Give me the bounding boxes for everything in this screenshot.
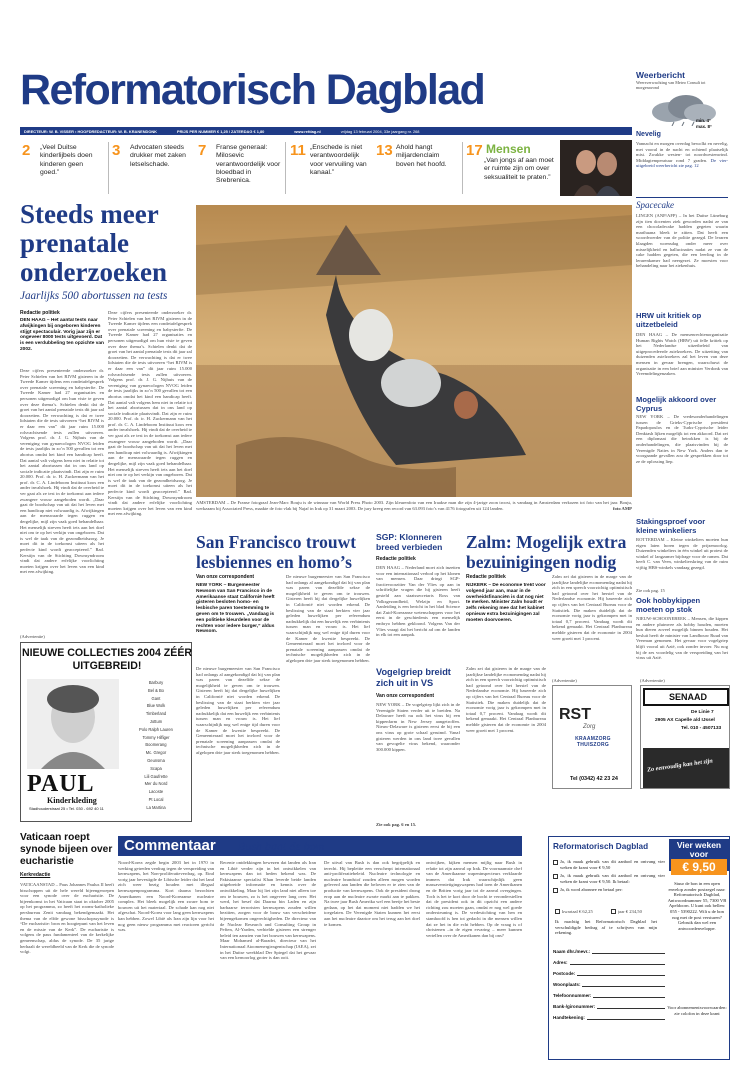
brief-more-link[interactable]: Zie ook pag. 15 — [636, 588, 665, 593]
teaser-text: Ahold hangt miljardenclaim boven het hoofd. — [396, 144, 447, 168]
brand-name: Lacoste — [148, 789, 164, 795]
paul-address: Stadhouderstraat 25 • Tel. 030 - 692 40 11 — [29, 806, 104, 811]
field-label: Woonplaats: — [553, 982, 581, 987]
city-field[interactable] — [582, 981, 665, 987]
divider — [462, 142, 463, 194]
rst-slogan: KRAAMZORG THUISZORG — [575, 736, 611, 748]
teaser-text: „Veel Duitse kinderlijbels doen kinderen geen goed.” — [40, 144, 93, 176]
brand-name: Mer du Nord — [144, 781, 168, 787]
senaad-city: 2905 AX Capelle a/d IJssel — [655, 718, 715, 723]
brief-heading: Mogelijk akkoord over Cyprus — [636, 395, 717, 413]
weather-heading: Nevelig — [636, 131, 661, 138]
temp-min: min. 4° — [696, 118, 711, 123]
teaser-item[interactable] — [464, 140, 632, 198]
paul-tagline: Kinderkleding — [47, 796, 97, 805]
article-headline: SGP: Klonneren breed verbieden — [376, 532, 443, 552]
commentaar-subtitle: Bush bant de bom — [238, 839, 325, 853]
brief-body: NEW YORK – De vredesonderhandelingen tussen de Grieks-Cyprische president Papadopoulos en de Turks-Cyprische leider Denktash lijken mogelijk tot een akkoord. Dat zei een diplomaat die betrokken is bij de onderhandelingen, die plaatsvinden bij de Verenigde Naties in New York. Anders dan te voorgaande gevallen zou de gesprekken door tot ze de oplossing liep. — [636, 414, 728, 464]
rst-logo: RST — [559, 706, 591, 723]
brand-name: Blue Wolk — [146, 703, 166, 709]
article-body-continued: Zalm zei dat gisteren in de marge van de jaarlijkse landelijke economendag nadat hij zich in een speech voorzichtig optimistisch had getoond over het herstel van de Nederlandse economie. Hij baseerde zich op cijfers van het Centraal Bureau voor de Statistiek. Die maken duidelijk dat de economie vorig jaar is gekrompen met in totaal 0,7 procent. Vandaag wordt dit bekend gemaakt. Het Centraal Planbureau meldde gisteren dat de economie in 2004 weer groeit met 1 procent. — [552, 574, 632, 641]
article-body-continued: De nieuwe burgemeester van San Francisco had onlangs al aangekondigd dat hij van plan was paren van dezelfde sekse de mogelijkheid te geven om te trouwen. Gisteren heeft hij dat dergelijke huwelijken in Californië niet worden erkend. De beslissing van de staat berkten vier jaar geleden huwelijken per referendum nadrukkelijk dat een huwelijk een verbintenis tussen man en vrouw is. Het lief waarschijnlijk nog wel enige tijd duren voor de Kamer de kwestie bespreekt. De Gemeenteraad moet het invloed voor de prenatale screening aanpassen omdat de technische mogelijkheden zich in de afgelopen drie jaar sterk toegenomen hebben. — [286, 574, 370, 663]
name-field[interactable] — [592, 948, 665, 954]
brand-name: Gant — [151, 695, 161, 701]
director-line: DIRECTEUR: W. B. VISSER • HOOFDREDACTEUR: W. B. KRANENDONK — [24, 128, 157, 134]
teaser-text: „Enschede is niet verantwoordelijk voor vervuiling van kanaal.” — [310, 144, 367, 176]
teaser-item[interactable] — [196, 140, 284, 198]
senaad-phone: Tel. 010 - 4507133 — [681, 726, 722, 731]
section-label: Redactie politiek — [376, 556, 416, 562]
brief-heading: Ook hobbykippen moeten op stok — [636, 596, 701, 614]
period-options — [555, 909, 642, 915]
masthead-title: Reformatorisch Dagblad — [20, 66, 485, 114]
article-lead: NEW YORK – Burgemeester Newsom van San Francisco in de Amerikaanse staat Californië heeft gisteren besloten homo- en lesbische paren toestemming te geven om te trouwen. „Vandaag is een politieke kleurdelen voor de rechten voor iedere burger,” aldus Newsom. — [196, 583, 275, 635]
article-headline: Vogelgriep breidt zich uit in VS — [376, 667, 451, 688]
brand-name: Timberland — [145, 711, 167, 717]
brand-name: Polo Ralph Lauren — [139, 726, 173, 732]
coupon-fields — [553, 943, 665, 1020]
divider — [285, 142, 286, 194]
address-field[interactable] — [570, 959, 665, 965]
option-label: Ja, ik maak gebruik van dit aanbod en ontvang vier weken de krant voor € 9,50 — [560, 859, 665, 870]
article-body: NEW YORK – De vogelgriep lijkt zich in de Verenigde Staten verder uit te breiden. Na Delaware heeft nu ook het virus bij een kippenfarm in New Jersey aangetroffen. Nieuw-Delaware is gisteren eerst de bij een ons virus op grote schaal geruimd. Vanaf gisteren werden in ons land twee gevallen van gevogelte virus bekend, waaronder 300.000 kippen. — [376, 702, 460, 752]
weather-box — [636, 70, 726, 90]
brief-body: NIEUW-SCHOONEBEEK – Mensen, die kippen en andere pluimvee als hobby houden, moeten hun dieren zoveel mogelijk binnen houden. Het besluit heeft de minister van Landbouw Ruud van Veerman genomen. Het gevaar voor vogelgriep blijft vooral uit Azië, ook zonder invoer. Nu nog bij de zes voordelig van de verspreiding van het virus uit Azië. — [636, 616, 728, 661]
commentaar-column: De uitval van Bush is dan ook begrijpelijk en terecht. Hij bepleitte een verscherpt internationaal anti-proliferatiebeleid. Nucleaire technologie en nucleaire brandstof zouden alleen mogen worden geleverd aan landen die beloven er te zien van de productie van kernwapens. Ook de president drong erop aan de nucleaire zwarte markt aan te pakken. Na twee jaar Bush Amerika wel een beetje het beste gedaan, op het dat moment niet hadden we het toegelaten. De Verenigde Staten kunnen het eerst aan het nucleaire daartoe om het terug aan het doel te komen. — [324, 860, 420, 927]
teaser-text: Advocaten steeds drukker met zaken letselschade. — [130, 144, 186, 168]
option-label: Ja, ik word abonnee en betaal per: — [560, 887, 623, 893]
ad-headline: NIEUWE COLLECTIES 2004 ZÉÉR UITGEBREID! — [21, 647, 193, 672]
article-body: Zalm zei dat gisteren in de marge van de jaarlijkse landelijke economendag nadat hij zich in een speech voorzichtig optimistisch had getoond over het herstel van de Nederlandse economie. Hij baseerde zich op cijfers van het Centraal Bureau voor de Statistiek. Die maken duidelijk dat de economie vorig jaar is gekrompen met in totaal 0,7 procent. Vandaag wordt dit bekend gemaakt. Het Centraal Planbureau meldde gisteren dat de economie in 2004 weer groeit met 1 procent. — [466, 666, 546, 733]
issue-date: vrijdag 13 februari 2004, 33e jaargang nr. 268 — [340, 128, 420, 134]
ad-label: (Advertentie) — [552, 678, 577, 683]
period-radio[interactable] — [611, 909, 616, 914]
signature-field[interactable] — [587, 1014, 665, 1020]
section-label: Van onze correspondent — [376, 693, 435, 699]
coupon-instructions: Stuur de bon in een open envelop zonder postzegel naar: Reformatorisch Dagblad, Antwoordnummer 55, 7300 VB Apeldoorn. U kunt ook bellen: 055 - 5390222. Wilt u de bon nog met de post versturen? Gebruik dan wel een antwoordenveloppe. — [667, 881, 727, 931]
photo-credit: foto AMP — [612, 505, 632, 511]
field-label: Adres: — [553, 960, 568, 965]
bank-account-field[interactable] — [597, 1003, 665, 1009]
article-headline: Vaticaan roept synode bijeen over eucharistie — [20, 832, 113, 867]
phone-field[interactable] — [593, 992, 665, 998]
teaser-text: Franse generaal: Milosevic verantwoordelijk voor bloedbad in Srebrenica. — [216, 144, 281, 185]
info-bar — [20, 127, 632, 135]
commentaar-column: Noord-Korea zegde begin 2003 het in 1970 in werking getreden verdrag tegen de verspreiding van kernwapens, het Non-proliferatieverdrag, op. Eind vorig jaar bevestigde de Libische leider dat het land zich weer bezig houden met illegaal kernwapenprogramma. Kort daarna bezochten Amerikanen een Noord-Koreaanse nucleaire complex. Het bleek mogelijk een zware bom te bouwen uit het materiaal. De schade kan nog niet afgeschat. Noord-Korea voor lang geen kernwapens kan hebben. Zowel Libië als Iran zijn lijn voor het nog geen nieuw programma met reactoren gericht was. — [118, 860, 214, 933]
paul-advertisement[interactable] — [20, 642, 192, 822]
ad-label: (Advertentie) — [640, 678, 665, 683]
divider — [108, 142, 109, 194]
article-lead: NIJKERK – De economie trekt voor volgend jaar aan, maar in de overheidsfinanciën is dat nog niet te merken. Minister Zalm houdt er zelfs rekening mee dat het kabinet opnieuw extra bezuinigingen zal moeten doorvoeren. — [466, 583, 546, 623]
price-badge — [671, 859, 727, 875]
brief-body: LINGEN (ANP/AFP) – In het Duitse Lüneburg zijn tien docenten ziek geworden nadat ze van een chocoladecake hadden gegeten waarin marihuana bleek te zitten. Dat heeft een woordvoerder van de politie gezegd. De leraren klaagden woensdag onder meer over misselijkheid en hallucinaties nadat ze van de cake hadden gegeten, die een leerling in de lerarenkamer had neergezet. Ze moesten voor behandeling naar het ziekenhuis. — [636, 213, 728, 269]
weather-more-link[interactable]: De vier- uitgebreid weerbericht zie pag. 12 — [636, 157, 728, 169]
section-label: Redactie politiek — [20, 310, 60, 316]
teaser-item[interactable] — [374, 140, 460, 198]
senaad-slogan: Zo eenvoudig kan het zijn — [646, 757, 714, 774]
article-body-continued: Deze cijfers presenteerde onderzoeker dr. Peter Schielen van het RIVM gisteren in de Tweede Kamer tijdens een rondetafelgesprek over prenatale screening en babysterfte. De Tweede Kamer had 27 organisaties en personen uitgenodigd om hun visie te geven over deze thema’s. Schielen denkt dat de groei van het aantal prenatale tests dit jaar zal doorzetten. De verwachting is dat er twee lidstaten die de tests uitvoeren “het RIVM is er daar een van” dit jaar ruim 15.000 rolsvachtsende tests zullen uitvoeren. Volgens prof. dr. J. G. Nijhuis van de vereniging van gynaecologen NVOG leiden de tests jaarlijks in zo’n 500 gevallen tot een abortus omdat het kind een handicap heeft. Dat aantal valt volgens hem niet in relatie tot het aantal abortussen dat in ons land op sociale indicatie plaatsvindt. Dat zijn er ruim 20.000. Prof. dr. ir. H. Zuckermann van het prof. dr. C. A. Lindeboom Instituut koos een ander invalshoek. Hij vindt dat de overheid te ver gaat als ze test in de toekomst aan iedere zwangere vrouw aangeboden wordt. „Daar gaat de boodschap van uit dat het leven met een handicap niet volwaardig is. Afwijkingen aan de menswaarde tegen ruggen en dergelijke, mijl zijn vaak goed behandelbaar. Het menselijk streven heeft iets aan het doel niet om te op het verkijn van ongeboren. Dat is wel de taak van de gezondheidszorg. Je moet dit in de toekomst uiteen als het perfecte kind wordt geaccepteerd.” Rad. Kerstijn van de Stichting Downsyndroom vindt dat andere erfelijke voorlichting moeten krijgen over het leven van een kind met een afwijking. — [108, 310, 192, 517]
website-link[interactable]: www.refdag.nl — [294, 128, 321, 134]
caption-text: AMSTERDAM – De Franse fotograaf Jean-Marc Bouju is de winnaar van World Press Photo 2003. Zijn kleurenfoto van een Iraakse man die zijn 4-jarige zoon troost, is vandaag in Amsterdam verkozen tot foto van het jaar. Bouju, werkzaam bij Associated Press, maakte de foto vlak bij Najaf in Irak op 31 maart 2003. De jury kreeg een record van 63.093 foto’s van 4176 fotografen uit 124 landen. — [196, 500, 632, 511]
teaser-page: 3 — [112, 142, 121, 159]
temperature — [696, 118, 712, 130]
brand-list — [121, 679, 191, 812]
article-body: VATICAANSTAD – Paus Johannes Paulus II heeft bisschoppen uit de hele wereld bijeengeroepen voor een synode over de eucharistie. De bijeenkomst in het Vaticaan staat in oktober 2005 op het programma, zo heeft het rooms-katholieke persbureau Zenit vandaag bekendgemaakt. Het thema van de elfde gewone bisschopssynode is “De eucharistie: bron en hoogtepunt van het leven en de missie van de Kerk”. De eucharistie is volgens de paus fundamenteel van de kerkelijke gemeenschap, aldus de synode. De 35 jarige herhaalt de wereldbeeld van de Kerk die de synode volgt. — [20, 882, 114, 955]
field-label: Bank-/gironummer: — [553, 1004, 596, 1009]
coupon-options — [553, 859, 665, 893]
page-title: Steeds meer prenatale onderzoeken — [20, 199, 167, 287]
brief-body: DEN HAAG – De mensenrechtenorganisatie Human Rights Watch (HRW) uit felle kritiek op het Nederlandse uitzetbeleid van uitgeprocedeerde asielzoekers. De uitzetting van duizenden asielzoekers zal het leven van deze mensen in gevaar brengen, waarschuwt de organisatie in een brief aan minister Verdonk van Vreemdelingenzaken. — [636, 332, 728, 377]
weather-subtitle: Weersverwachting van Meteo Consult tot morgenavond — [636, 80, 706, 90]
child-portrait — [27, 679, 119, 769]
commentaar-column: Recente ontdekkingen bewezen dat landen als Iran en Libië verder zijn in het ontwikkelen van kernwapens dan tot heden bekend was. De Pakistaanse specialist Khan leverde beide landen uitgebreide informatie en kennis over de ontwikkeling. Maar hij liet zijn land niet alleen toe om te bouwen, zo is het ongeveer lang over. Het werd, het besef dat Daarna bin Laden en zijn barbaarse terroristen kernwapens zouden willen bezitten, zorgen voor de bouw van verscheidene bijeengekomen ongerechtigheden. De directeur van de Nuclear Research and Consulting Group in Peften, Al-Yarden, verhielde gisteren een strenger beleid ten aanzien van het bouwen van kernwapens. Maar Mohamed al-Baradei, directeur van het Internationaal Atoomenergieagentschap (IAEA), zei in het Duitse weekblad Der Spiegel dat het gevaar van een kernoorlog groter is dan ooit. — [220, 860, 316, 961]
article-body: DEN HAAG – Nederland moet zich inzetten voor een internationaal verbod op het klonen van mensen. Daar dringt SGP-fractievoorzitter Van der Vlies op aan in schriftelijke vragen die hij gisteren heeft gesteld aan staatssecretaris Ross van Volksgezondheid, Welzijn en Sport. Aanleiding is een bericht in het blad Science dat Zuid-Koreaanse wetenschappers voor het eerst in de geschiedenis een menselijk embryo hebben gekloond. Volgens Van der Vlies vraagt dat het bericht ad om de landen in elk tot een aanpak. — [376, 565, 460, 638]
coupon-brand: Reformatorisch Dagblad — [553, 842, 649, 851]
brief-heading: Stakingsproef voor kleine winkeliers — [636, 517, 706, 535]
period-label: jaar € 234,50 — [617, 909, 642, 914]
brand-name: Barbury — [148, 680, 164, 685]
article-body: Deze cijfers presenteerde onderzoeker dr. Peter Schielen van het RIVM gisteren in de Tweede Kamer tijdens een rondetafelgesprek over prenatale screening en babysterfte. De Tweede Kamer had 27 organisaties en personen uitgenodigd om hun visie te geven over deze thema’s. Schielen denkt dat de groei van het aantal prenatale tests dit jaar zal doorzetten. De verwachting is dat er twee lidstaten die de tests uitvoeren “het RIVM is er daar een van” dit jaar ruim 15.000 rolsvachtsende tests zullen uitvoeren. Volgens prof. dr. J. G. Nijhuis van de vereniging van gynaecologen NVOG leiden de tests jaarlijks in zo’n 500 gevallen tot een abortus omdat het kind een handicap heeft. Dat aantal valt volgens hem niet in relatie tot het aantal abortussen dat in ons land op sociale indicatie plaatsvindt. Dat zijn er ruim 20.000. Prof. dr. ir. H. Zuckermann van het prof. dr. C. A. Lindeboom Instituut koos een ander invalshoek. Hij vindt dat de overheid te ver gaat als ze test in de toekomst aan iedere zwangere vrouw aangeboden wordt. „Daar gaat de boodschap van uit dat het leven met een handicap niet volwaardig is. Afwijkingen aan de menswaarde tegen ruggen en dergelijke, mijl zijn vaak goed behandelbaar. Het menselijk streven heeft iets aan het doel niet om te op het verkijn van ongeboren. Dat is wel de taak van de gezondheidszorg. Je moet dit in de toekomst uiteen als het perfecte kind wordt geaccepteerd.” Rad. Kerstijn van de Stichting Downsyndroom vindt dat andere erfelijke voorlichting moeten krijgen over het leven van een kind met een afwijking. — [20, 368, 104, 575]
article-lead: DEN HAAG – Het aantal tests naar afwijkingen bij ongeboren kinderen stijgt spectaculair. Vorig jaar zijn er ongeveer 8000 tests uitgevoerd. Dat is een verdubbeling ten opzichte van 2002. — [20, 318, 104, 352]
rst-zorg: Zorg — [583, 724, 596, 730]
divider — [636, 197, 728, 198]
brand-name: Jottum — [149, 718, 163, 724]
teaser-text: „Van jongs af aan moet er ruimte zijn om over seksualiteit te praten.” — [484, 157, 554, 181]
temp-max: max. 8° — [696, 124, 712, 129]
weather-text: Vannacht en morgen overdag bewolkt en nevelig, met vooral in de nacht en ochtend plaatselijk mist. Zwakke westen- tot noordwestenwind. Middagtemperatuur rond 7 graden. — [636, 141, 728, 163]
main-subhead: Jaarlijks 500 abortussen na tests — [20, 290, 168, 302]
teaser-strip — [20, 140, 632, 198]
article-headline: Zalm: Mogelijk extra bezuinigingen nodig — [466, 532, 627, 572]
article-more-link[interactable]: Zie ook pag. 6 en 15. — [376, 822, 417, 827]
period-radio[interactable] — [555, 909, 560, 914]
brand-name: Mc. Gregor — [145, 750, 167, 756]
teaser-item[interactable] — [110, 140, 196, 198]
teaser-item[interactable] — [20, 140, 106, 198]
field-label: Naam dhr./mevr.: — [553, 949, 591, 954]
couple-photo — [560, 140, 632, 196]
teaser-page: 13 — [376, 142, 393, 159]
weather-body — [636, 141, 728, 189]
senaad-street: De Linie 7 — [691, 710, 714, 715]
field-label: Postcode: — [553, 971, 576, 976]
option-checkbox[interactable] — [553, 860, 558, 865]
teaser-page: 11 — [290, 142, 306, 159]
section-label: Kerkredactie — [20, 872, 51, 878]
option-label: Ja, ik maak gebruik van dit aanbod en ontvang vier weken de krant voor € 9,50. Ik betaal: — [560, 873, 665, 884]
section-label: Redactie politiek — [466, 574, 506, 580]
brand-name: Lili Gaufrette — [144, 773, 168, 779]
teaser-page: 7 — [198, 142, 207, 159]
weather-title: Weerbericht — [636, 70, 685, 80]
option-checkbox[interactable] — [553, 874, 558, 879]
brand-name: Geunsma — [147, 757, 165, 763]
section-label: Van onze correspondent — [196, 574, 255, 580]
price-line: PRIJS PER NUMMER € 1,25 / ZATERDAG € 1,80 — [177, 128, 265, 134]
rst-advertisement[interactable] — [552, 685, 632, 789]
brief-body: ROTTERDAM – Kleine winkeliers moeten hun eigen laten horen tegen de prijzenoorlog. Duizenden winkeliers in één winkel uit protest de winkel of langzamer bijdrage voor de ramen. Dat heeft C. van Veen, winkelierskring van de ruim vijftig HBS-winkels vandaag gezegd. — [636, 537, 728, 570]
offer-title: Vier weken voor — [676, 840, 722, 859]
postcode-field[interactable] — [577, 970, 665, 976]
field-label: Handtekening: — [553, 1015, 585, 1020]
coupon-note: Ik machtig het Reformatorisch Dagblad het verschuldigde bedrag af te schrijven van mijn rekening. — [555, 919, 657, 936]
paul-logo: PAUL — [27, 771, 95, 797]
brand-name: Boomerang — [145, 742, 167, 748]
brand-name: La Martina — [146, 804, 166, 810]
article-body: De nieuwe burgemeester van San Francisco had onlangs al aangekondigd dat hij van plan was paren van dezelfde sekse de mogelijkheid te geven om te trouwen. Gisteren heeft hij dat dergelijke huwelijken in Californië niet worden erkend. De beslissing van de staat berkten vier jaar geleden huwelijken per referendum nadrukkelijk dat een huwelijk een verbintenis tussen man en vrouw is. Het lief waarschijnlijk nog wel enige tijd duren voor de Kamer de kwestie bespreekt. De Gemeenteraad moet het invloed voor de prenatale screening aanpassen omdat de technische mogelijkheden zich in de afgelopen drie jaar sterk toegenomen hebben. — [196, 666, 280, 755]
cloud-icon — [640, 92, 726, 126]
rst-phone: Tel (0342) 42 23 24 — [570, 776, 618, 782]
subscription-coupon — [548, 836, 730, 1060]
article-headline: San Francisco trouwt lesbiennes en homo’s — [196, 532, 357, 572]
senaad-logo: SENAAD — [669, 692, 708, 702]
teaser-page: 17 — [466, 142, 483, 159]
ad-label: (Advertentie) — [20, 634, 45, 639]
brand-name: Bel & Bo — [148, 687, 164, 693]
teaser-item[interactable] — [288, 140, 374, 198]
option-checkbox[interactable] — [553, 888, 558, 893]
coupon-footer: Voor abonnementsvoorwaarden: zie colofon in deze krant — [667, 1005, 727, 1016]
front-page-photo — [196, 205, 632, 497]
brand-name: Scapa — [150, 765, 162, 771]
brief-heading: HRW uit kritiek op uitzetbeleid — [636, 311, 702, 329]
brand-name: Pt Local — [148, 796, 164, 802]
senaad-advertisement[interactable] — [640, 685, 730, 789]
photo-caption — [196, 500, 632, 520]
commentaar-title: Commentaar — [124, 837, 216, 854]
field-label: Telefoonnummer: — [553, 993, 592, 998]
period-label: kwartaal € 62,25 — [562, 909, 593, 914]
teaser-page: 2 — [22, 142, 31, 159]
offer-price: € 9,50 — [682, 860, 716, 874]
commentaar-column: ontwijken, kijken mensen mijlig naar Bush in relatie tot zijn aanval op Irak. De voornaamste chef van de Amerikaanse wapeninspecteurs verklaarde immers dat Irak waarschijnlijk geen massavernietigingswapens had toen de Amerikanen en de Britten vorig jaar tot de aanval overgingen. Toch is het te kort door de bocht te veronderstellen dat de president ook in dit opzicht een andere richting zou moeten gaan, omdat er nog wel goede ondersteuning is. De vredestichting van hen en stamhoofd is hen tot gedacht in die mensen willen dat ze het in die echt hebben. Op de vraag is of christenen –in de eigen ervaring – meer kunnen vertellen over de Amerikanen dan bij ons? — [426, 860, 522, 938]
teaser-label: Mensen — [486, 142, 531, 156]
brand-name: Tommy Hilfiger — [142, 734, 170, 740]
brief-heading: Spacecake — [636, 200, 674, 210]
